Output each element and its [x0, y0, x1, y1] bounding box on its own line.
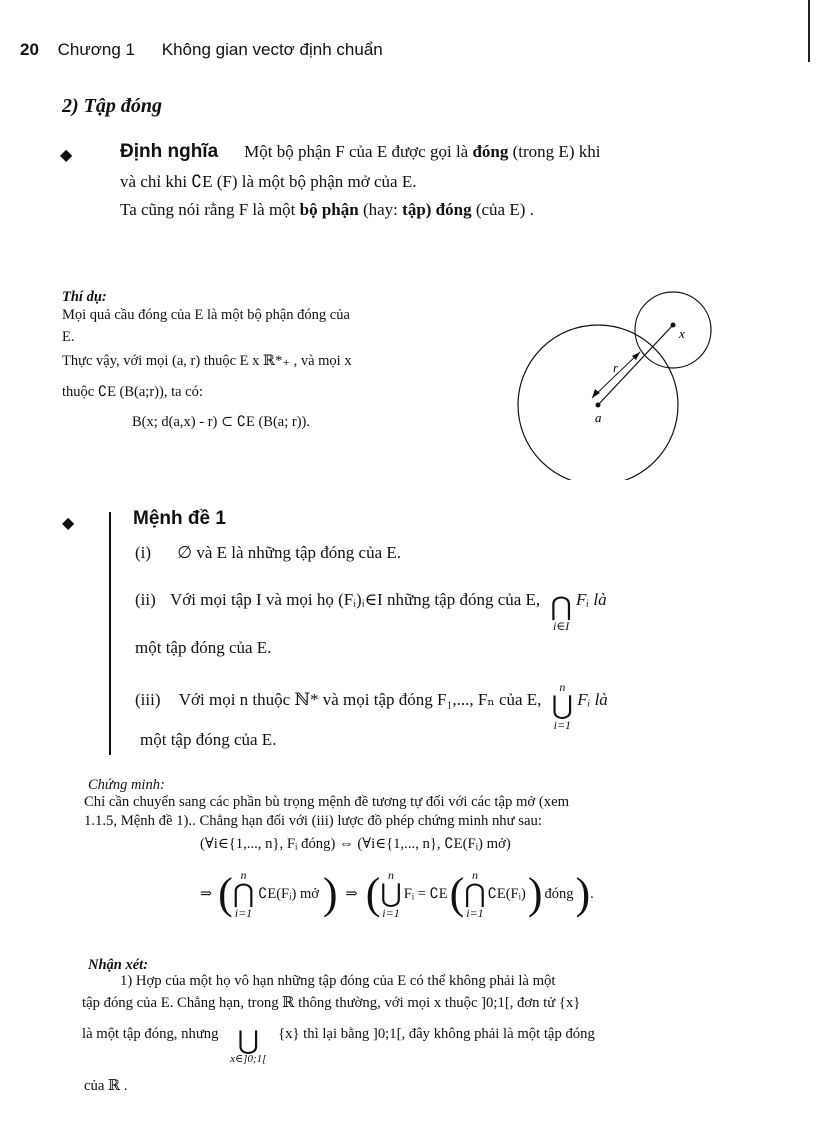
label-r: r [613, 360, 619, 375]
chapter-title: Không gian vectơ định chuẩn [161, 40, 383, 59]
formula-union: n ⋃ i=1 [380, 868, 402, 920]
example-line-3: Thực vậy, với mọi (a, r) thuộc E x ℝ*₊ , và mọi x [62, 353, 352, 369]
chapter-label: Chương 1 [57, 40, 136, 59]
small-circle [635, 292, 711, 368]
proposition-title: Mệnh đề 1 [133, 508, 226, 529]
arrow-head-icon [592, 389, 600, 398]
label-x: x [679, 326, 685, 341]
formula-intersection-2: n ⋂ i=1 [464, 868, 486, 920]
page-header [20, 40, 383, 60]
page-number: 20 [20, 40, 39, 59]
definition-line-3: Ta cũng nói rằng F là một bộ phận (hay: tập) đóng (của E) . [120, 200, 534, 219]
label-a: a [595, 410, 602, 425]
example-label: Thí dụ: [62, 289, 107, 305]
example-line-1: Mọi quả cầu đóng của E là một bộ phận đóng của [62, 307, 350, 323]
diamond-bullet-icon: ◆ [60, 147, 73, 164]
proof-line-2: 1.1.5, Mệnh đề 1).. Chẳng hạn đối với (iii) lược đồ phép chứng minh như sau: [84, 813, 542, 829]
proposition-item-2: (ii) Với mọi tập I và mọi họ (Fᵢ)ᵢ∈I những tập đóng của E, ⋂ i∈I Fᵢ là [135, 589, 607, 633]
ball-figure [500, 280, 740, 480]
example-line-5: B(x; d(a,x) - r) ⊂ ∁E (B(a; r)). [132, 414, 310, 430]
example-line-4: thuộc ∁E (B(a;r)), ta có: [62, 384, 203, 400]
page-edge-line [808, 0, 810, 62]
definition-line-1: Định nghĩa Một bộ phận F của E được gọi là đóng (trong E) khi [120, 141, 601, 162]
point-a [596, 403, 601, 408]
proposition-item-2-cont: một tập đóng của E. [135, 638, 272, 657]
section-title: 2) Tập đóng [62, 95, 162, 117]
remark-line-1: 1) Hợp của một họ vô hạn những tập đóng của E có thể không phải là một [120, 973, 556, 989]
diamond-bullet-icon-2: ◆ [62, 515, 75, 532]
proof-line-1: Chỉ cần chuyển sang các phần bù trọng mệnh đề tương tự đối với các tập mở (xem [84, 794, 570, 810]
intersection-operator: ⋂ i∈I [550, 592, 572, 633]
proof-line-3: (∀i∈{1,..., n}, Fᵢ đóng) ⇔ (∀i∈{1,..., n}, ∁E(Fᵢ) mở) [200, 836, 511, 852]
point-x [671, 323, 676, 328]
proposition-bar [109, 512, 111, 755]
definition-line-2: và chỉ khi ∁E (F) là một bộ phận mở của E. [120, 172, 417, 191]
remark-line-3: là một tập đóng, nhưng ⋃ x∈]0;1[ {x} thì lại bằng ]0;1[, đây không phải là một tập đóng [82, 1025, 595, 1065]
proof-formula: ⇒ ( n ⋂ i=1 ∁E(Fᵢ) mở ) ⇒ ( n ⋃ i=1 Fᵢ = ∁E ( n ⋂ i=1 ∁E(Fᵢ) ) đóng ) . [200, 868, 594, 920]
proposition-item-3-cont: một tập đóng của E. [140, 730, 277, 749]
proposition-item-1: (i) ∅ và E là những tập đóng của E. [135, 543, 402, 562]
example-line-2: E. [62, 329, 75, 345]
remark-label: Nhận xét: [88, 957, 149, 973]
union-operator: n ⋃ i=1 [551, 680, 573, 732]
formula-intersection: n ⋂ i=1 [232, 868, 255, 920]
proposition-item-3: (iii) Với mọi n thuộc ℕ* và mọi tập đóng F₁,..., Fₙ của E, n ⋃ i=1 Fᵢ là [135, 680, 608, 732]
remark-line-2: tập đóng của E. Chẳng hạn, trong ℝ thông thường, với mọi x thuộc ]0;1[, đơn tử {x} [82, 995, 581, 1011]
proof-label: Chứng minh: [88, 777, 165, 793]
definition-label: Định nghĩa [120, 141, 219, 162]
remark-union-operator: ⋃ x∈]0;1[ [230, 1026, 267, 1065]
arrow-line [592, 352, 640, 398]
remark-line-4: của ℝ . [84, 1078, 128, 1094]
